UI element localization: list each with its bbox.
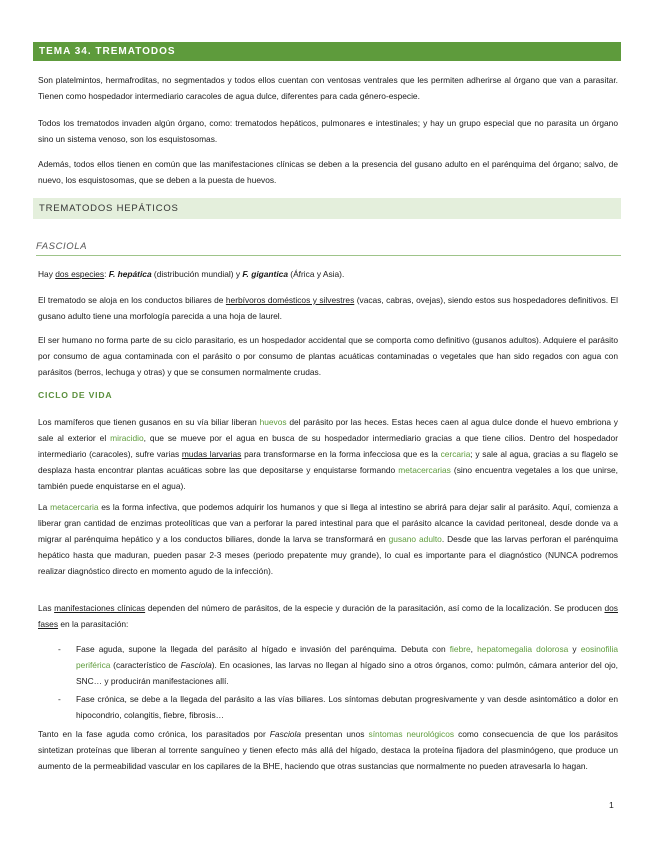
- list-item: - Fase aguda, supone la llegada del parásito al hígado e invasión del parénquima. Debuta con fiebre, hepatomegalia dolorosa y eosinofilia periférica (característico de Fasciola). En ocasiones, las larvas no llegan al hígado sino a otros órganos, como: pulmón, cámara anterior del ojo, SNC… y producirán manifestaciones allí.: [58, 641, 618, 689]
- chapter-title-banner: TEMA 34. TREMATODOS: [33, 42, 621, 61]
- list-item: - Fase crónica, se debe a la llegada del parásito a las vías biliares. Los síntomas debutan progresivamente y van desde asintomático a dolor en hipocondrio, colangitis, fiebre, fibrosis…: [58, 691, 618, 723]
- host-paragraph: El trematodo se aloja en los conductos biliares de herbívoros domésticos y silvestres (vacas, cabras, ovejas), siendo estos sus hospedadores definitivos. El gusano adulto tiene una morfología parecida a una hoja de laurel.: [38, 295, 618, 321]
- clinical-paragraph: Las manifestaciones clínicas dependen del número de parásitos, de la especie y duración de la parasitación, así como de la localización. Se producen dos fases en la parasitación:: [38, 603, 618, 629]
- intro-paragraph-3: Además, todos ellos tienen en común que las manifestaciones clínicas se deben a la presencia del gusano adulto en el parénquima del órgano; salvo, de nuevo, los esquistosomas, que se deben a la puesta de huevos.: [38, 159, 618, 185]
- page-number: 1: [609, 800, 614, 810]
- intro-paragraph-2: Todos los trematodos invaden algún órgano, como: trematodos hepáticos, pulmonares e intestinales; y hay un grupo especial que no parasita un órgano sino un sistema venoso, son los esquistosomas.: [38, 118, 618, 144]
- phases-list: [58, 641, 618, 725]
- subsection-heading: FASCIOLA: [36, 238, 621, 256]
- bullet-dash: -: [58, 644, 61, 654]
- bullet-dash: -: [58, 694, 61, 704]
- life-cycle-paragraph-2: La metacercaria es la forma infectiva, que podemos adquirir los humanos y que si llega al intestino se abrirá para dejar salir al parásito. Aquí, comienza a liberar gran cantidad de enzimas proteolíticas que van a perforar la pared intestinal para que el parásito alcance la cavidad peritoneal, desde donde va a migrar al parénquima hepático y a los conductos biliares, donde la larva se transformará en gusano adulto. Desde que las larvas perforan el parénquima hepático hasta que maduran, pueden pasar 2-3 meses (periodo prepatente muy grande), lo cual es importante para el diagnóstico (NUNCA podremos realizar diagnóstico directo en momento agudo de la infección).: [38, 502, 618, 576]
- intro-paragraph-1: Son platelmintos, hermafroditas, no segmentados y todos ellos cuentan con ventosas ventrales que les permiten adherirse al órgano que van a parasitar. Tienen como hospedador intermediario caracoles de agua dulce, diferentes para cada género-especie.: [38, 75, 618, 101]
- life-cycle-paragraph-1: Los mamíferos que tienen gusanos en su vía biliar liberan huevos del parásito por las heces. Estas heces caen al agua dulce donde el huevo embriona y sale al exterior el miracidio, que se mueve por el agua en busca de su hospedador intermediario gracias a que tiene cilios. Dentro del hospedador intermediario (caracoles), sufre varias mudas larvarias para transformarse en la forma infecciosa que es la cercaria; y sale al agua, gracias a su flagelo se desplaza hasta encontrar plantas acuáticas sobre las que depositarse y enquistarse formando metacercarias (sino encuentra vegetales a los que unirse, también puede enquistarse en el agua).: [38, 417, 618, 491]
- life-cycle-heading: CICLO DE VIDA: [38, 390, 113, 400]
- human-paragraph: El ser humano no forma parte de su ciclo parasitario, es un hospedador accidental que se comporta como definitivo (gusanos adultos). Adquiere el parásito por consumo de agua contaminada con el parásito o por consumo de plantas acuáticas contaminadas o vegetales que han sido regados con agua con parásitos (berros, lechuga y otras) y que se consumen normalmente crudas.: [38, 335, 618, 377]
- section-heading: TREMATODOS HEPÁTICOS: [33, 198, 621, 219]
- species-paragraph: Hay dos especies: F. hepática (distribución mundial) y F. gigantica (África y Asia).: [38, 269, 345, 279]
- neuro-paragraph: Tanto en la fase aguda como crónica, los parasitados por Fasciola presentan unos síntomas neurológicos como consecuencia de que los parásitos sintetizan proteínas que liberan al torrente sanguíneo y tienen efecto más allá del hígado, destaca la proteína fijadora del plasminógeno, que produce un aumento de la permeabilidad vascular en los capilares de la BHE, haciendo que otras sustancias que normalmente no pueden atravesarla lo hagan.: [38, 729, 618, 771]
